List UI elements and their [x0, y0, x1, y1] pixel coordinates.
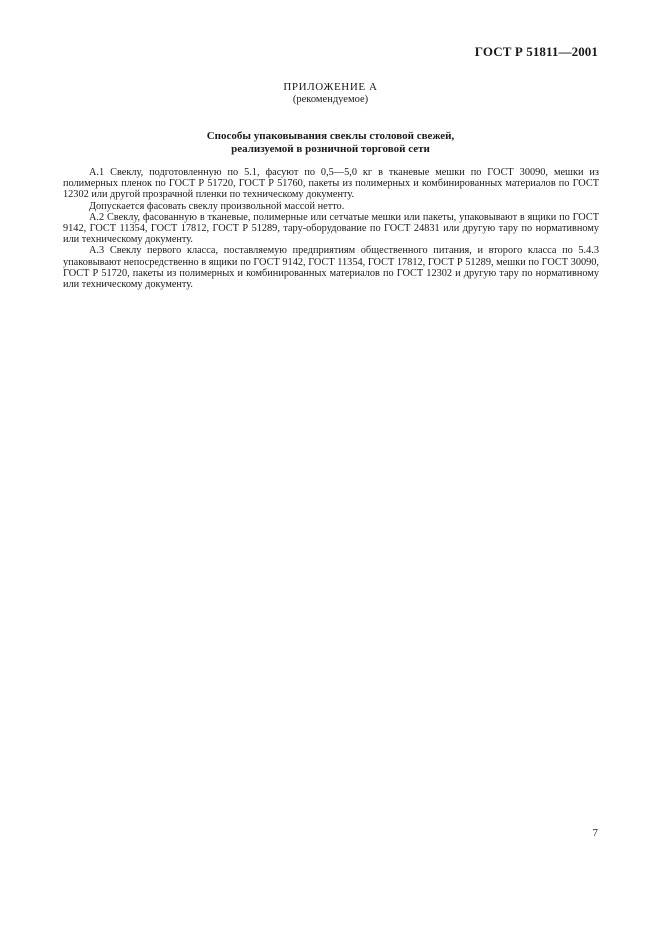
paragraph-a3: А.3 Свеклу первого класса, поставляемую предприятиям общественного питания, и второго класса по 5.4.3 упаковывают непосредственно в ящики по ГОСТ 9142, ГОСТ 11354, ГОСТ 17812, ГОСТ Р 51289, мешки по ГОСТ 30090, ГОСТ Р 51720, пакеты из полимерных и комбинированных материалов по ГОСТ 12302 и другую тару по нормативному или техническому документу. [63, 245, 599, 291]
paragraph-a1: А.1 Свеклу, подготовленную по 5.1, фасуют по 0,5—5,0 кг в тканевые мешки по ГОСТ 30090, мешки из полимерных пленок по ГОСТ Р 51720, ГОСТ Р 51760, пакеты из полимерных и комбинированных материалов по ГОСТ 12302 или другой прозрачной пленки по техническому документу. [63, 167, 599, 201]
section-title [0, 130, 661, 156]
appendix-title: ПРИЛОЖЕНИЕ А [283, 81, 378, 93]
section-title-line-2: реализуемой в розничной торговой сети [231, 143, 430, 155]
paragraph-a1-note: Допускается фасовать свеклу произвольной массой нетто. [89, 200, 345, 212]
paragraph-a2: А.2 Свеклу, фасованную в тканевые, полимерные или сетчатые мешки или пакеты, упаковывают в ящики по ГОСТ 9142, ГОСТ 11354, ГОСТ 17812, ГОСТ Р 51289, тару-оборудование по ГОСТ 24831 или другую тару по нормативному или техническому документу. [63, 211, 599, 246]
appendix-subtitle: (рекомендуемое) [292, 94, 369, 105]
page-number: 7 [592, 827, 598, 839]
section-title-line-1: Способы упаковывания свеклы столовой свежей, [206, 130, 455, 142]
body-text [63, 167, 599, 290]
document-code: ГОСТ Р 51811—2001 [474, 44, 598, 59]
